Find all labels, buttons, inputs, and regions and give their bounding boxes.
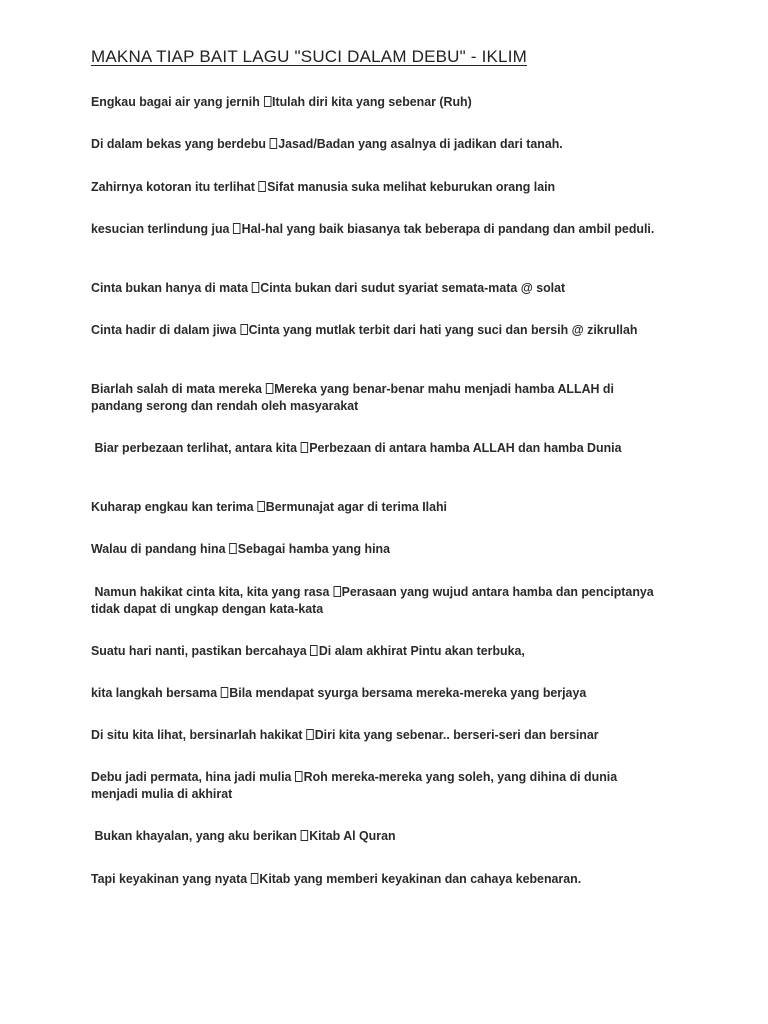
lyric-paragraph — [91, 583, 655, 617]
lyric-text: Tapi keyakinan yang nyata — [91, 871, 248, 886]
lyric-paragraph — [91, 321, 655, 338]
separator-glyph-icon — [301, 442, 309, 453]
lyric-text: kesucian terlindung jua — [91, 221, 230, 236]
lyric-paragraph — [91, 439, 655, 456]
lyric-text: Engkau bagai air yang jernih — [91, 94, 260, 109]
meaning-text: Roh mereka-mereka yang soleh, yang dihina di dunia menjadi mulia di akhirat — [91, 769, 618, 801]
lyric-paragraph — [91, 220, 655, 237]
lyric-text: Biarlah salah di mata mereka — [91, 381, 262, 396]
separator-glyph-icon — [264, 96, 272, 107]
lyric-paragraph — [91, 684, 655, 701]
meaning-text: Kitab Al Quran — [309, 828, 396, 843]
separator-glyph-icon — [266, 383, 274, 394]
lyric-paragraph — [91, 540, 655, 557]
meaning-text: Diri kita yang sebenar.. berseri-seri dan bersinar — [314, 727, 599, 742]
separator-glyph-icon — [270, 138, 278, 149]
lyric-paragraph — [91, 380, 655, 414]
meaning-text: Cinta bukan dari sudut syariat semata-mata @ solat — [260, 280, 566, 295]
lyric-paragraph — [91, 768, 655, 802]
lyric-paragraph — [91, 178, 655, 195]
lyric-text: Di situ kita lihat, bersinarlah hakikat — [91, 727, 303, 742]
lyric-text: Zahirnya kotoran itu terlihat — [91, 179, 255, 194]
lyric-paragraph — [91, 726, 655, 743]
lyric-text: Biar perbezaan terlihat, antara kita — [91, 440, 297, 455]
meaning-text: Sifat manusia suka melihat keburukan orang lain — [267, 179, 556, 194]
lyric-paragraph — [91, 498, 655, 515]
separator-glyph-icon — [310, 645, 318, 656]
lyric-paragraph — [91, 642, 655, 659]
separator-glyph-icon — [259, 181, 267, 192]
lyric-text: kita langkah bersama — [91, 685, 218, 700]
lyric-text: Kuharap engkau kan terima — [91, 499, 254, 514]
separator-glyph-icon — [252, 282, 260, 293]
lyric-text: Cinta bukan hanya di mata — [91, 280, 249, 295]
meaning-text: Mereka yang benar-benar mahu menjadi hamba ALLAH di pandang serong dan rendah oleh masyarakat — [91, 381, 614, 413]
meaning-text: Perasaan yang wujud antara hamba dan penciptanya tidak dapat di ungkap dengan kata-kata — [91, 584, 654, 616]
lyric-paragraph — [91, 93, 655, 110]
separator-glyph-icon — [257, 501, 265, 512]
document-title: MAKNA TIAP BAIT LAGU "SUCI DALAM DEBU" - IKLIM — [91, 47, 527, 66]
lyric-text: Namun hakikat cinta kita, kita yang rasa — [91, 584, 330, 599]
lyric-text: Di dalam bekas yang berdebu — [91, 136, 266, 151]
lyric-paragraph — [91, 827, 655, 844]
lyric-text: Bukan khayalan, yang aku berikan — [91, 828, 298, 843]
separator-glyph-icon — [233, 223, 241, 234]
meaning-text: Sebagai hamba yang hina — [237, 541, 391, 556]
meaning-text: Itulah diri kita yang sebenar (Ruh) — [271, 94, 472, 109]
separator-glyph-icon — [306, 729, 314, 740]
lyric-paragraph — [91, 135, 655, 152]
lyric-text: Debu jadi permata, hina jadi mulia — [91, 769, 292, 784]
lyric-text: Walau di pandang hina — [91, 541, 226, 556]
lyric-text: Suatu hari nanti, pastikan bercahaya — [91, 643, 307, 658]
separator-glyph-icon — [229, 543, 237, 554]
lyric-text: Cinta hadir di dalam jiwa — [91, 322, 237, 337]
meaning-text: Kitab yang memberi keyakinan dan cahaya kebenaran. — [259, 871, 582, 886]
meaning-text: Jasad/Badan yang asalnya di jadikan dari tanah. — [278, 136, 563, 151]
meaning-text: Perbezaan di antara hamba ALLAH dan hamba Dunia — [309, 440, 622, 455]
meaning-text: Bila mendapat syurga bersama mereka-mereka yang berjaya — [229, 685, 587, 700]
separator-glyph-icon — [251, 873, 259, 884]
meaning-text: Cinta yang mutlak terbit dari hati yang suci dan bersih @ zikrullah — [248, 322, 638, 337]
separator-glyph-icon — [221, 687, 229, 698]
separator-glyph-icon — [333, 586, 341, 597]
meaning-text: Bermunajat agar di terima Ilahi — [265, 499, 447, 514]
meaning-text: Di alam akhirat Pintu akan terbuka, — [318, 643, 525, 658]
separator-glyph-icon — [240, 324, 248, 335]
separator-glyph-icon — [295, 771, 303, 782]
meaning-text: Hal-hal yang baik biasanya tak beberapa di pandang dan ambil peduli. — [241, 221, 655, 236]
separator-glyph-icon — [301, 830, 309, 841]
lyric-paragraph — [91, 870, 655, 887]
lyric-paragraph — [91, 279, 655, 296]
